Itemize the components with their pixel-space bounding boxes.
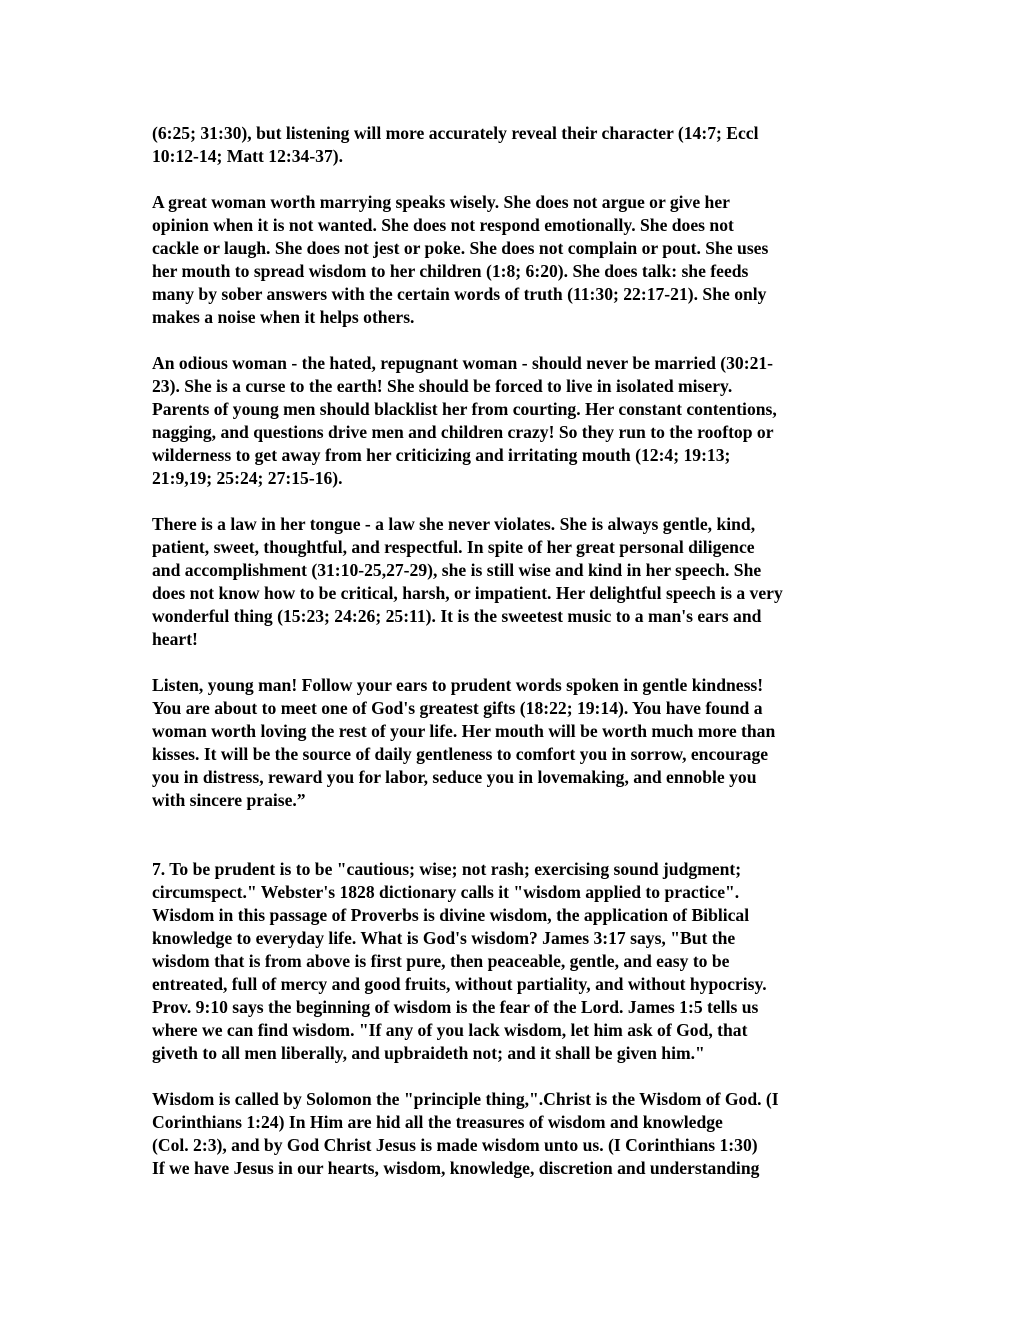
text-line: A great woman worth marrying speaks wisely. She does not argue or give her xyxy=(152,192,730,212)
text-line: and accomplishment (31:10-25,27-29), she is still wise and kind in her speech. She xyxy=(152,560,762,580)
paragraph-2 xyxy=(152,191,892,329)
paragraph-4 xyxy=(152,513,892,651)
text-line: Parents of young men should blacklist her from courting. Her constant contentions, xyxy=(152,399,777,419)
text-line: There is a law in her tongue - a law she never violates. She is always gentle, kind, xyxy=(152,514,756,534)
text-line: with sincere praise.” xyxy=(152,790,306,810)
text-line: knowledge to everyday life. What is God's wisdom? James 3:17 says, "But the xyxy=(152,928,736,948)
text-line: woman worth loving the rest of your life. Her mouth will be worth much more than xyxy=(152,721,776,741)
text-line: makes a noise when it helps others. xyxy=(152,307,415,327)
text-line: 21:9,19; 25:24; 27:15-16). xyxy=(152,468,343,488)
text-line: An odious woman - the hated, repugnant woman - should never be married (30:21- xyxy=(152,353,774,373)
paragraph-3 xyxy=(152,352,892,490)
document-body xyxy=(152,122,892,1180)
text-line: many by sober answers with the certain words of truth (11:30; 22:17-21). She only xyxy=(152,284,767,304)
text-line: her mouth to spread wisdom to her children (1:8; 6:20). She does talk: she feeds xyxy=(152,261,749,281)
text-line: giveth to all men liberally, and upbraideth not; and it shall be given him." xyxy=(152,1043,705,1063)
text-line: 10:12-14; Matt 12:34-37). xyxy=(152,146,344,166)
text-line: you in distress, reward you for labor, seduce you in lovemaking, and ennoble you xyxy=(152,767,757,787)
text-line: Wisdom in this passage of Proverbs is divine wisdom, the application of Biblical xyxy=(152,905,750,925)
paragraph-6 xyxy=(152,858,892,1065)
text-line: Wisdom is called by Solomon the "principle thing,".Christ is the Wisdom of God. (I xyxy=(152,1089,779,1109)
text-line: heart! xyxy=(152,629,198,649)
text-line: where we can find wisdom. "If any of you lack wisdom, let him ask of God, that xyxy=(152,1020,748,1040)
text-line: You are about to meet one of God's greatest gifts (18:22; 19:14). You have found a xyxy=(152,698,763,718)
paragraph-5 xyxy=(152,674,892,812)
text-line: cackle or laugh. She does not jest or poke. She does not complain or pout. She uses xyxy=(152,238,769,258)
text-line: Listen, young man! Follow your ears to prudent words spoken in gentle kindness! xyxy=(152,675,764,695)
text-line: entreated, full of mercy and good fruits, without partiality, and without hypocrisy. xyxy=(152,974,767,994)
paragraph-1 xyxy=(152,122,892,168)
text-line: nagging, and questions drive men and children crazy! So they run to the rooftop or xyxy=(152,422,774,442)
text-line: (6:25; 31:30), but listening will more accurately reveal their character (14:7; Eccl xyxy=(152,123,759,143)
text-line: Corinthians 1:24) In Him are hid all the treasures of wisdom and knowledge xyxy=(152,1112,723,1132)
text-line: opinion when it is not wanted. She does not respond emotionally. She does not xyxy=(152,215,734,235)
paragraph-7 xyxy=(152,1088,892,1180)
text-line: Prov. 9:10 says the beginning of wisdom is the fear of the Lord. James 1:5 tells us xyxy=(152,997,759,1017)
text-line: If we have Jesus in our hearts, wisdom, knowledge, discretion and understanding xyxy=(152,1158,760,1178)
text-line: wonderful thing (15:23; 24:26; 25:11). It is the sweetest music to a man's ears and xyxy=(152,606,762,626)
text-line: does not know how to be critical, harsh, or impatient. Her delightful speech is a very xyxy=(152,583,783,603)
text-line: 23). She is a curse to the earth! She should be forced to live in isolated misery. xyxy=(152,376,733,396)
text-line: wisdom that is from above is first pure, then peaceable, gentle, and easy to be xyxy=(152,951,730,971)
text-line: wilderness to get away from her criticizing and irritating mouth (12:4; 19:13; xyxy=(152,445,731,465)
text-line: 7. To be prudent is to be "cautious; wise; not rash; exercising sound judgment; xyxy=(152,859,742,879)
text-line: (Col. 2:3), and by God Christ Jesus is made wisdom unto us. (I Corinthians 1:30) xyxy=(152,1135,758,1155)
text-line: circumspect." Webster's 1828 dictionary calls it "wisdom applied to practice". xyxy=(152,882,740,902)
text-line: patient, sweet, thoughtful, and respectful. In spite of her great personal diligence xyxy=(152,537,755,557)
text-line: kisses. It will be the source of daily gentleness to comfort you in sorrow, encourage xyxy=(152,744,769,764)
